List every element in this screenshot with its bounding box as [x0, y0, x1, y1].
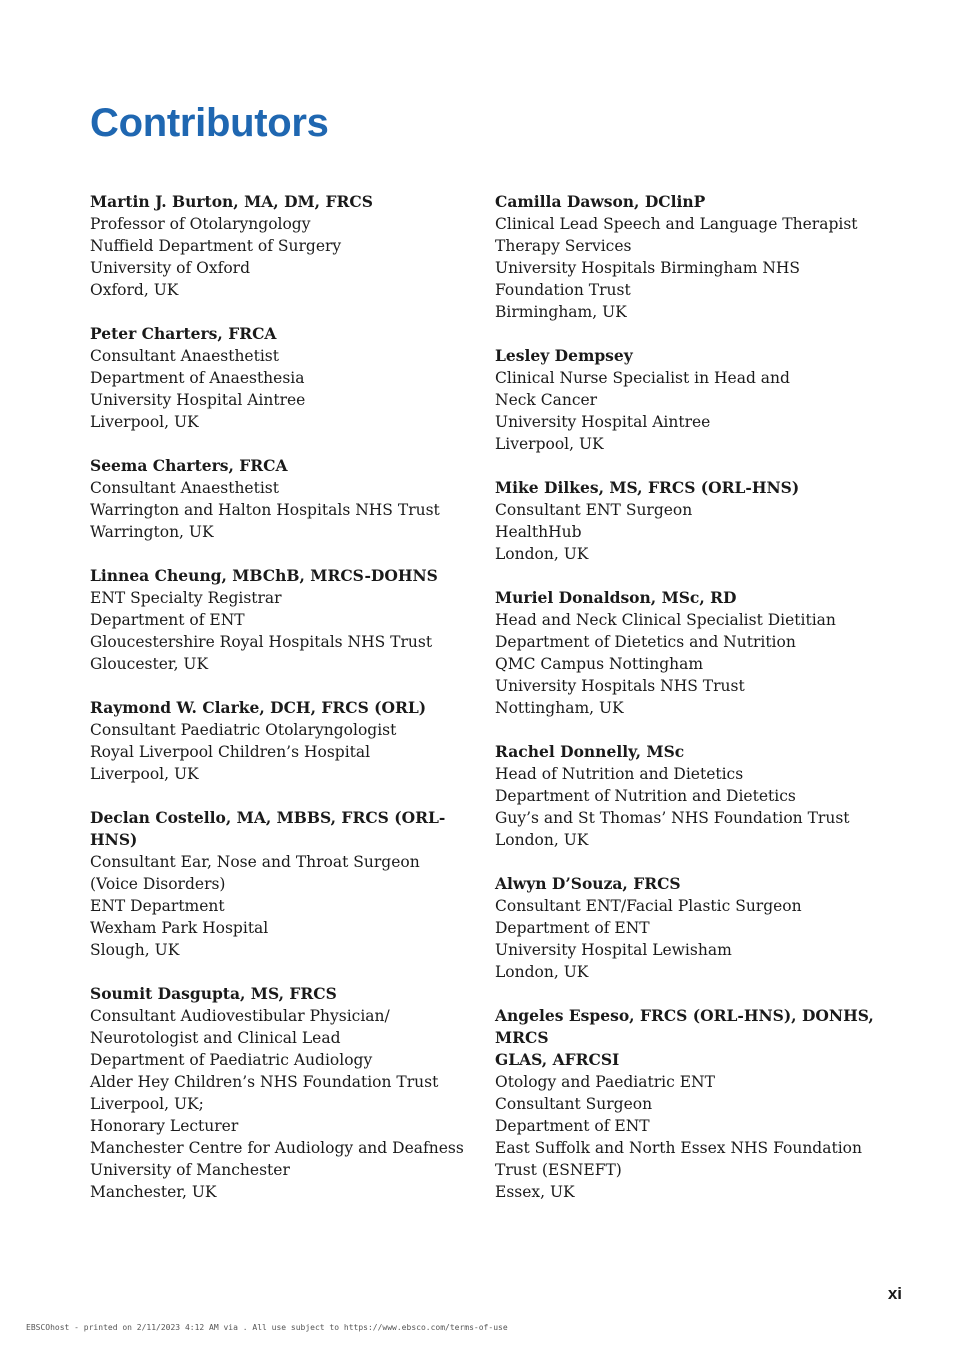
contributor-name: Lesley Dempsey	[495, 346, 633, 365]
contributor-affiliation-line: QMC Campus Nottingham	[495, 655, 704, 673]
contributor-entry	[495, 191, 890, 323]
contributor-affiliation-line: Consultant Anaesthetist	[90, 347, 279, 365]
contributor-affiliation-line: University Hospital Lewisham	[495, 941, 732, 959]
contributor-affiliation-line: Slough, UK	[90, 941, 180, 959]
contributor-name: Muriel Donaldson, MSc, RD	[495, 588, 737, 607]
contributor-affiliation-line: Oxford, UK	[90, 281, 179, 299]
contributor-affiliation-line: London, UK	[495, 831, 589, 849]
contributor-entry	[90, 323, 460, 433]
contributor-entry	[495, 345, 890, 455]
contributor-affiliation-line: Manchester Centre for Audiology and Deafness	[90, 1139, 464, 1157]
contributor-affiliation-line: London, UK	[495, 545, 589, 563]
contributor-affiliation-line: Clinical Nurse Specialist in Head and	[495, 369, 790, 387]
contributor-affiliation-line: Liverpool, UK;	[90, 1095, 204, 1113]
contributor-affiliation-line: Department of ENT	[495, 919, 650, 937]
contributor-name: Seema Charters, FRCA	[90, 456, 288, 475]
contributor-name: Rachel Donnelly, MSc	[495, 742, 685, 761]
contributors-column-left	[90, 191, 464, 1225]
contributor-entry	[495, 1005, 890, 1203]
contributor-affiliation-line: Department of ENT	[90, 611, 245, 629]
contributor-name: Linnea Cheung, MBChB, MRCS-DOHNS	[90, 566, 438, 585]
contributor-affiliation-line: Liverpool, UK	[90, 765, 199, 783]
contributor-affiliation-line: Consultant Surgeon	[495, 1095, 653, 1113]
contributor-affiliation-line: Gloucestershire Royal Hospitals NHS Trust	[90, 633, 433, 651]
contributor-affiliation-line: Head and Neck Clinical Specialist Dietitian	[495, 611, 836, 629]
page-number: xi	[887, 1284, 902, 1303]
contributor-affiliation-line: East Suffolk and North Essex NHS Foundation	[495, 1139, 862, 1157]
contributor-affiliation-line: Manchester, UK	[90, 1183, 217, 1201]
contributor-affiliation-line: Consultant Audiovestibular Physician/	[90, 1007, 390, 1025]
contributor-name: Declan Costello, MA, MBBS, FRCS (ORL-HNS)	[90, 808, 446, 849]
contributor-affiliation-line: Essex, UK	[495, 1183, 575, 1201]
contributor-affiliation-line: University Hospital Aintree	[495, 413, 711, 431]
page-title: Contributors	[90, 101, 329, 145]
contributor-affiliation-line: Professor of Otolaryngology	[90, 215, 311, 233]
contributor-affiliation-line: Consultant Paediatric Otolaryngologist	[90, 721, 397, 739]
contributor-affiliation-line: Nottingham, UK	[495, 699, 624, 717]
contributor-entry	[495, 741, 890, 851]
contributor-affiliation-line: Foundation Trust	[495, 281, 631, 299]
contributor-affiliation-line: Department of Anaesthesia	[90, 369, 305, 387]
contributor-entry	[495, 587, 890, 719]
contributor-entry	[90, 807, 460, 961]
contributor-entry	[90, 697, 460, 785]
contributor-affiliation-line: Department of Paediatric Audiology	[90, 1051, 373, 1069]
contributor-affiliation-line: ENT Department	[90, 897, 225, 915]
contributor-name: Alwyn D’Souza, FRCS	[495, 874, 681, 893]
contributor-affiliation-line: Warrington, UK	[90, 523, 214, 541]
contributor-affiliation-line: Head of Nutrition and Dietetics	[495, 765, 744, 783]
contributor-entry	[495, 873, 890, 983]
contributor-entry	[90, 565, 460, 675]
contributor-affiliation-line: Therapy Services	[495, 237, 632, 255]
contributor-affiliation-line: Neurotologist and Clinical Lead	[90, 1029, 341, 1047]
contributor-affiliation-line: Royal Liverpool Children’s Hospital	[90, 743, 371, 761]
contributor-affiliation-line: University Hospital Aintree	[90, 391, 306, 409]
contributor-name: Angeles Espeso, FRCS (ORL-HNS), DONHS, MRCS GLAS, AFRCSI	[495, 1006, 874, 1069]
contributor-affiliation-line: ENT Specialty Registrar	[90, 589, 282, 607]
contributor-entry	[90, 455, 460, 543]
contributor-name: Mike Dilkes, MS, FRCS (ORL-HNS)	[495, 478, 800, 497]
contributor-name: Soumit Dasgupta, MS, FRCS	[90, 984, 337, 1003]
contributor-affiliation-line: Department of Dietetics and Nutrition	[495, 633, 796, 651]
footer-notice: EBSCOhost - printed on 2/11/2023 4:12 AM via . All use subject to https://www.ebsco.com/terms-of-use	[26, 1323, 508, 1332]
contributor-name: Peter Charters, FRCA	[90, 324, 277, 343]
contributor-affiliation-line: Warrington and Halton Hospitals NHS Trust	[90, 501, 440, 519]
contributor-affiliation-line: (Voice Disorders)	[90, 875, 226, 893]
contributor-affiliation-line: Liverpool, UK	[90, 413, 199, 431]
contributor-affiliation-line: Birmingham, UK	[495, 303, 627, 321]
contributor-affiliation-line: Guy’s and St Thomas’ NHS Foundation Trust	[495, 809, 850, 827]
contributors-column-right	[495, 191, 890, 1225]
contributor-affiliation-line: Nuffield Department of Surgery	[90, 237, 342, 255]
contributor-entry	[90, 983, 464, 1203]
contributor-affiliation-line: University of Oxford	[90, 259, 251, 277]
contributor-affiliation-line: University Hospitals NHS Trust	[495, 677, 745, 695]
contributor-entry	[495, 477, 890, 565]
contributor-affiliation-line: HealthHub	[495, 523, 582, 541]
contributor-affiliation-line: Consultant ENT Surgeon	[495, 501, 693, 519]
contributor-affiliation-line: Consultant ENT/Facial Plastic Surgeon	[495, 897, 802, 915]
contributor-affiliation-line: Wexham Park Hospital	[90, 919, 269, 937]
contributor-affiliation-line: Trust (ESNEFT)	[495, 1161, 622, 1179]
contributor-name: Raymond W. Clarke, DCH, FRCS (ORL)	[90, 698, 427, 717]
contributor-name: Camilla Dawson, DClinP	[495, 192, 706, 211]
contributor-affiliation-line: Gloucester, UK	[90, 655, 209, 673]
contributor-affiliation-line: Otology and Paediatric ENT	[495, 1073, 715, 1091]
contributor-affiliation-line: University of Manchester	[90, 1161, 290, 1179]
contributor-affiliation-line: University Hospitals Birmingham NHS	[495, 259, 801, 277]
contributor-affiliation-line: Honorary Lecturer	[90, 1117, 239, 1135]
contributor-affiliation-line: Department of ENT	[495, 1117, 650, 1135]
contributor-affiliation-line: Clinical Lead Speech and Language Therapist	[495, 215, 858, 233]
contributor-affiliation-line: Liverpool, UK	[495, 435, 604, 453]
contributor-name: Martin J. Burton, MA, DM, FRCS	[90, 192, 373, 211]
contributor-affiliation-line: Department of Nutrition and Dietetics	[495, 787, 796, 805]
contributor-affiliation-line: Alder Hey Children’s NHS Foundation Trust	[90, 1073, 439, 1091]
contributor-affiliation-line: Consultant Anaesthetist	[90, 479, 279, 497]
contributor-affiliation-line: Consultant Ear, Nose and Throat Surgeon	[90, 853, 420, 871]
contributor-affiliation-line: Neck Cancer	[495, 391, 598, 409]
contributor-affiliation-line: London, UK	[495, 963, 589, 981]
contributor-entry	[90, 191, 460, 301]
